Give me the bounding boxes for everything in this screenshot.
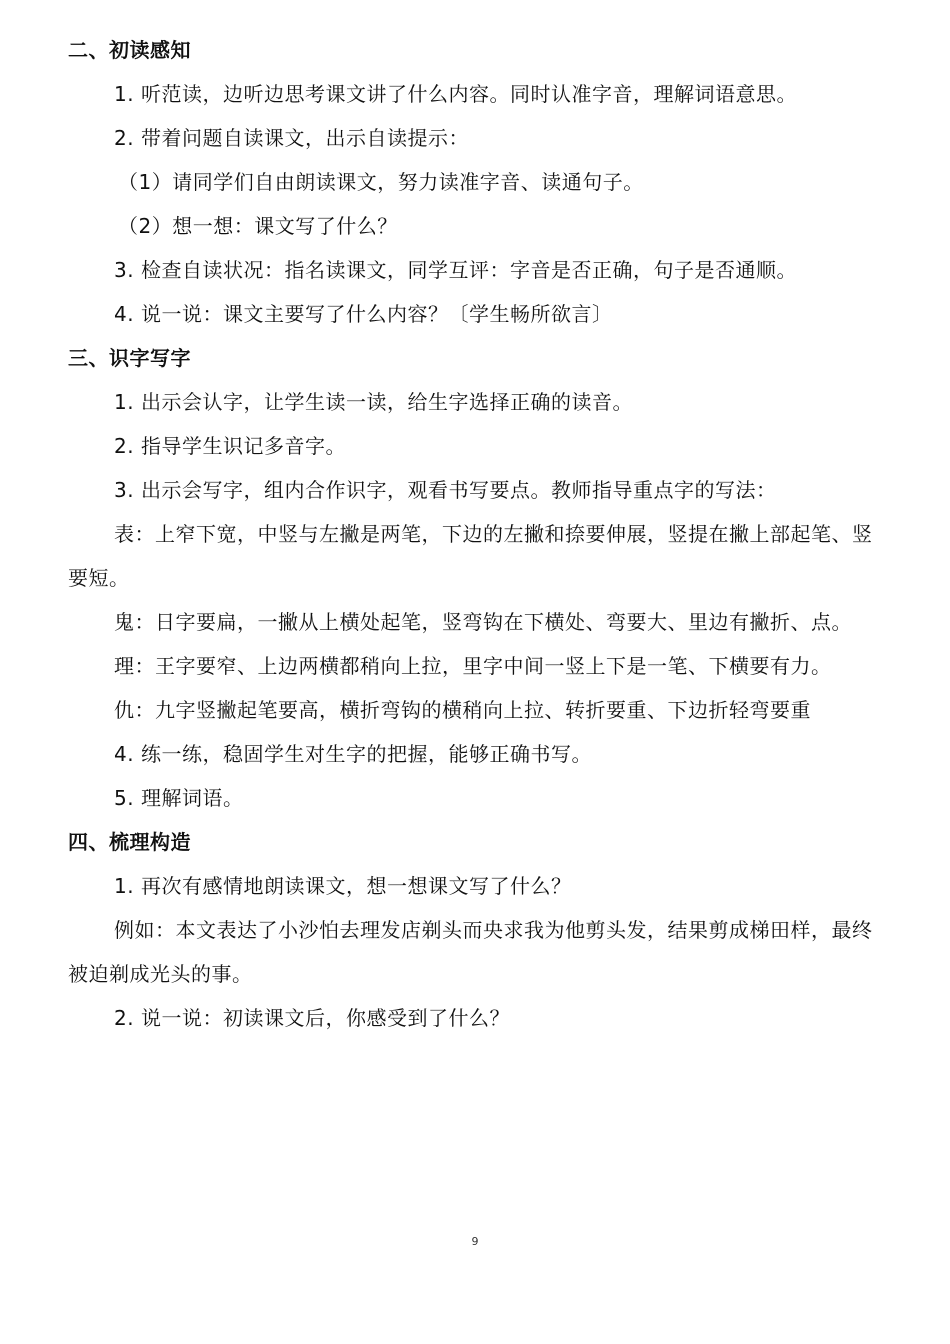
paragraph: 4. 说一说：课文主要写了什么内容？〔学生畅所欲言〕 [114,302,613,326]
paragraph: 1. 听范读，边听边思考课文讲了什么内容。同时认准字音，理解词语意思。 [114,82,797,106]
document-page [68,28,878,1040]
paragraph: 5. 理解词语。 [114,786,244,810]
paragraph: 鬼：日字要扁，一撇从上横处起笔，竖弯钩在下横处、弯要大、里边有撇折、点。 [114,610,852,634]
paragraph: 2. 说一说：初读课文后，你感受到了什么？ [114,1006,510,1030]
paragraph: （1）请同学们自由朗读课文，努力读准字音、读通句子。 [118,170,644,194]
paragraph: 1. 再次有感情地朗读课文，想一想课文写了什么？ [114,874,572,898]
section-heading: 二、初读感知 [68,38,191,62]
paragraph: 4. 练一练，稳固学生对生字的把握，能够正确书写。 [114,742,592,766]
paragraph: 理：王字要窄、上边两横都稍向上拉，里字中间一竖上下是一笔、下横要有力。 [114,654,832,678]
paragraph: 3. 检查自读状况：指名读课文，同学互评：字音是否正确，句子是否通顺。 [114,258,797,282]
paragraph: 3. 出示会写字，组内合作识字，观看书写要点。教师指导重点字的写法： [114,478,777,502]
paragraph: 表：上窄下宽，中竖与左撇是两笔，下边的左撇和捺要伸展，竖提在撇上部起笔、竖要短。 [68,522,873,590]
paragraph: 1. 出示会认字，让学生读一读，给生字选择正确的读音。 [114,390,633,414]
section-heading: 三、识字写字 [68,346,191,370]
section-heading: 四、梳理构造 [68,830,191,854]
paragraph: 2. 指导学生识记多音字。 [114,434,346,458]
page-number: 9 [471,1235,479,1248]
paragraph: （2）想一想：课文写了什么？ [118,214,398,238]
paragraph: 例如：本文表达了小沙怕去理发店剃头而央求我为他剪头发，结果剪成梯田样，最终被迫剃成光头的事。 [68,918,873,986]
paragraph: 仇：九字竖撇起笔要高，横折弯钩的横稍向上拉、转折要重、下边折轻弯要重 [114,698,811,722]
paragraph: 2. 带着问题自读课文，出示自读提示： [114,126,469,150]
